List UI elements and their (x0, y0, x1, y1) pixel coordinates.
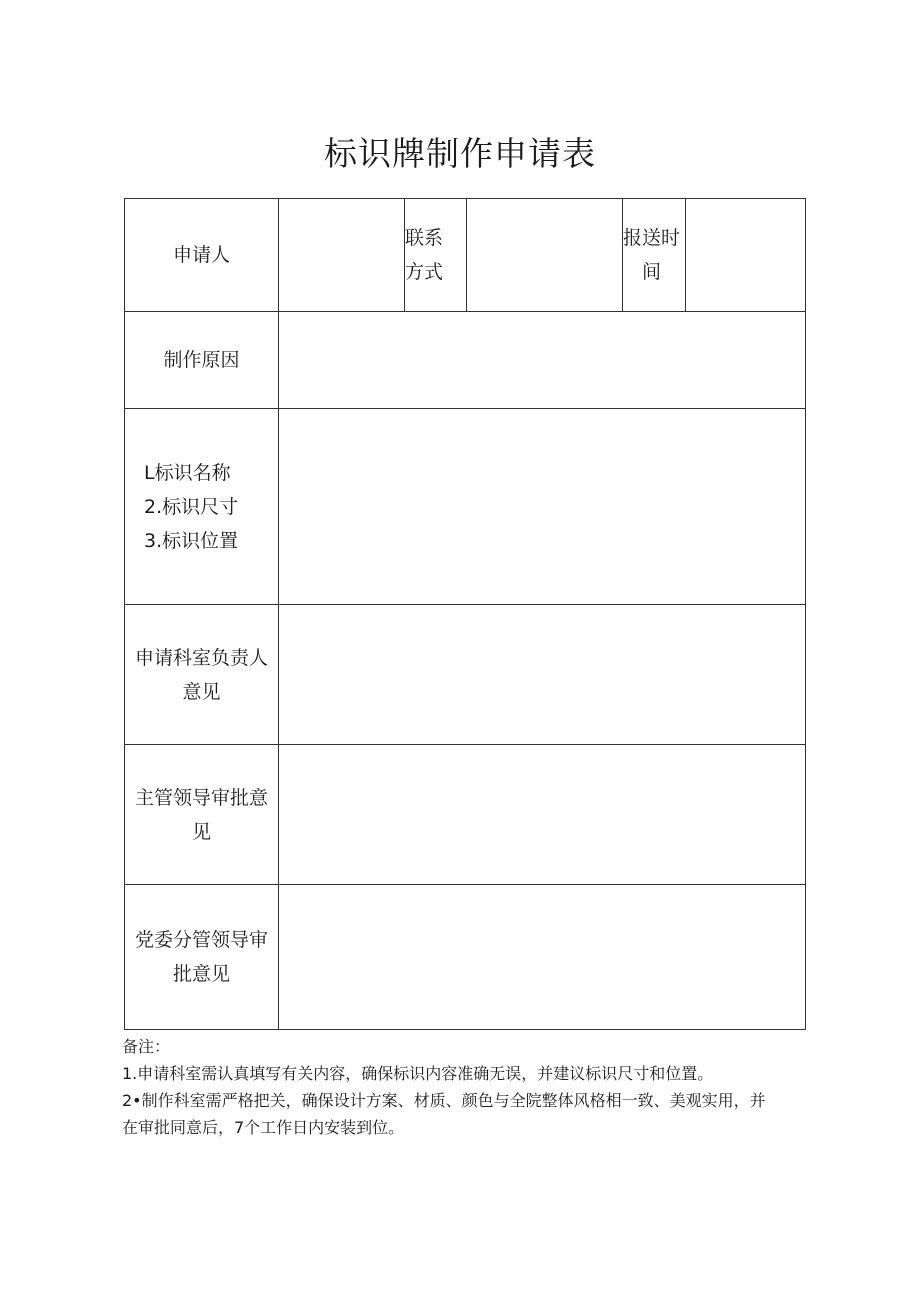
submit-time-value-cell[interactable] (686, 199, 806, 312)
row-applicant (125, 199, 806, 312)
row-party-leader (125, 885, 806, 1030)
contact-label-line1: 联系 (405, 227, 444, 249)
sign-details-value-cell[interactable] (279, 409, 806, 605)
row-reason (125, 312, 806, 409)
dept-head-label-line1: 申请科室负责人 (134, 646, 268, 669)
submit-time-label (623, 199, 686, 312)
sign-items-label (125, 409, 279, 605)
leader-value-cell[interactable] (279, 745, 806, 885)
leader-label-line2: 见 (191, 820, 211, 843)
party-leader-value-cell[interactable] (279, 885, 806, 1030)
dept-head-label (125, 605, 279, 745)
form-title: 标识牌制作申请表 (324, 134, 596, 173)
contact-label-line2: 方式 (405, 261, 444, 283)
notes-heading: 备注： (122, 1037, 171, 1056)
dept-head-label-line2: 意见 (182, 680, 221, 703)
row-leader (125, 745, 806, 885)
sign-item-size: 2.标识尺寸 (144, 495, 239, 518)
sign-item-name: L标识名称 (144, 461, 231, 484)
party-leader-label-line2: 批意见 (172, 963, 230, 985)
notes-line-2: 2•制作科室需严格把关，确保设计方案、材质、颜色与全院整体风格相一致、美观实用，并 (122, 1091, 766, 1110)
leader-label (125, 745, 279, 885)
reason-value-cell[interactable] (279, 312, 806, 409)
sign-item-location: 3.标识位置 (144, 529, 239, 552)
notes-section (122, 1033, 812, 1141)
leader-label-line1: 主管领导审批意 (134, 786, 268, 809)
application-form-table (124, 198, 806, 1030)
party-leader-label (125, 885, 279, 1030)
applicant-value-cell[interactable] (279, 199, 405, 312)
applicant-label: 申请人 (125, 199, 279, 312)
dept-head-value-cell[interactable] (279, 605, 806, 745)
notes-line-3: 在审批同意后，7个工作日内安装到位。 (122, 1118, 405, 1137)
party-leader-label-line1: 党委分管领导审 (134, 929, 268, 951)
contact-label (405, 199, 467, 312)
row-sign-details (125, 409, 806, 605)
notes-line-1: 1.申请科室需认真填写有关内容，确保标识内容准确无误，并建议标识尺寸和位置。 (122, 1064, 714, 1083)
reason-label: 制作原因 (125, 312, 279, 409)
contact-value-cell[interactable] (467, 199, 623, 312)
row-dept-head (125, 605, 806, 745)
submit-time-label-line2: 间 (642, 261, 662, 283)
submit-time-label-line1: 报送时 (623, 227, 681, 249)
